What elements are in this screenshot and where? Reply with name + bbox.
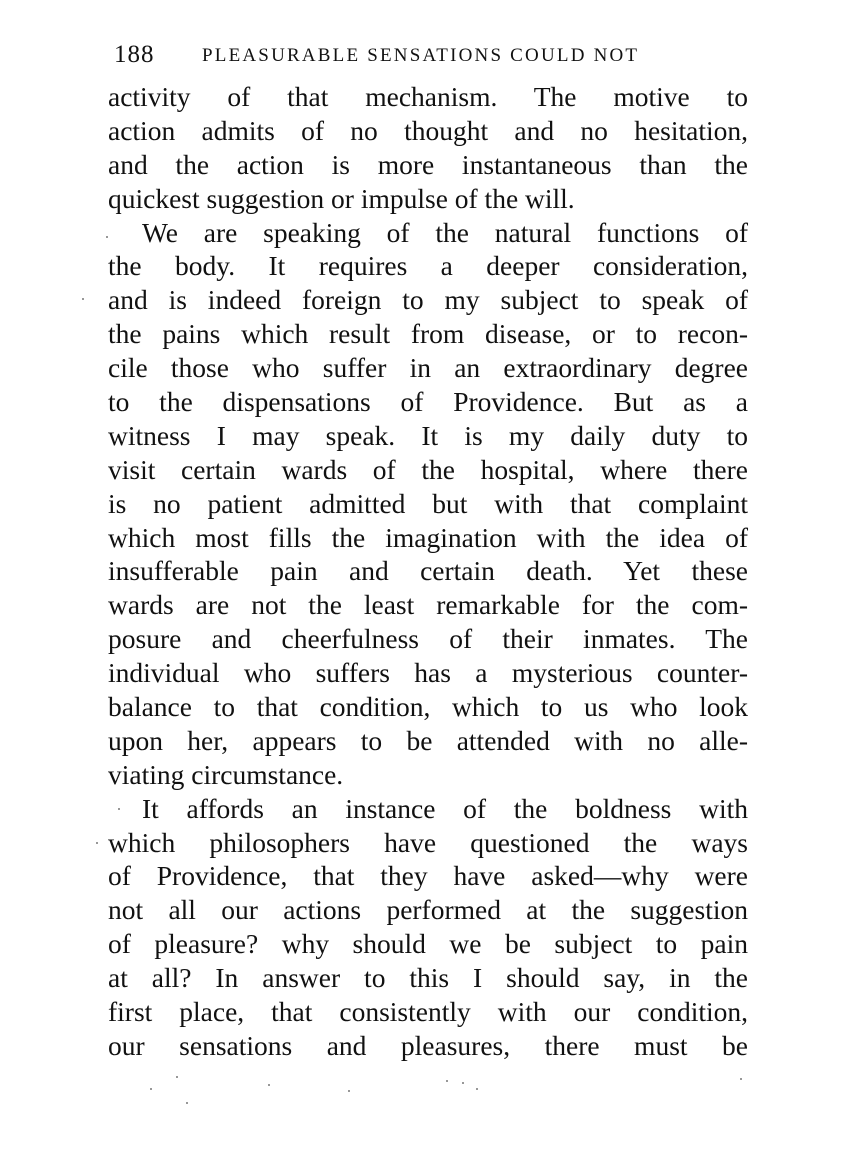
text-line: of pleasure? why should we be subject to pain <box>108 928 748 960</box>
page-number: 188 <box>114 41 155 68</box>
text-line: individual who suffers has a mysterious counter- <box>108 657 748 689</box>
text-line: and is indeed foreign to my subject to speak of <box>108 284 748 316</box>
scan-speck <box>176 1076 178 1078</box>
scan-speck <box>348 1090 350 1092</box>
text-line: the body. It requires a deeper consideration, <box>108 250 748 282</box>
scan-speck <box>186 1102 188 1104</box>
scan-speck <box>150 1088 152 1090</box>
running-title: PLEASURABLE SENSATIONS COULD NOT <box>202 45 640 66</box>
text-line: insufferable pain and certain death. Yet these <box>108 555 748 587</box>
paragraph-end-line: quickest suggestion or impulse of the will. <box>108 182 575 214</box>
text-line: wards are not the least remarkable for the com- <box>108 589 748 621</box>
text-line: posure and cheerfulness of their inmates. The <box>108 623 748 655</box>
paragraph-end-line: viating circumstance. <box>108 758 344 790</box>
text-line: our sensations and pleasures, there must be <box>108 1029 748 1061</box>
paragraph-start-line: It affords an instance of the boldness with <box>142 792 748 824</box>
scan-speck <box>118 808 120 810</box>
text-line: visit certain wards of the hospital, where there <box>108 453 748 485</box>
text-line: is no patient admitted but with that complaint <box>108 487 748 519</box>
scan-speck <box>446 1080 448 1082</box>
scan-speck <box>462 1082 464 1084</box>
text-line: of Providence, that they have asked—why were <box>108 860 748 892</box>
body-text <box>108 80 748 1063</box>
text-line: the pains which result from disease, or to recon- <box>108 318 748 350</box>
text-line: which philosophers have questioned the ways <box>108 826 748 858</box>
text-line: activity of that mechanism. The motive to <box>108 81 748 112</box>
scan-speck <box>740 1078 742 1080</box>
text-line: not all our actions performed at the suggestion <box>108 894 748 926</box>
scan-speck <box>82 298 84 300</box>
text-line: which most fills the imagination with the idea of <box>108 521 748 553</box>
text-line: first place, that consistently with our condition, <box>108 996 748 1028</box>
text-line: to the dispensations of Providence. But as a <box>108 386 748 418</box>
text-line: cile those who suffer in an extraordinary degree <box>108 352 748 384</box>
text-line: upon her, appears to be attended with no alle- <box>108 724 748 756</box>
scan-speck <box>96 842 98 844</box>
text-line: balance to that condition, which to us who look <box>108 691 748 723</box>
text-line: at all? In answer to this I should say, in the <box>108 962 748 994</box>
scan-speck <box>106 236 108 238</box>
scan-speck <box>476 1088 478 1090</box>
running-head <box>108 40 748 70</box>
text-line: action admits of no thought and no hesitation, <box>108 114 748 146</box>
text-line: and the action is more instantaneous than the <box>108 148 748 180</box>
scan-speck <box>268 1084 270 1086</box>
text-line: witness I may speak. It is my daily duty to <box>108 419 748 451</box>
paragraph-start-line: We are speaking of the natural functions of <box>142 216 748 248</box>
